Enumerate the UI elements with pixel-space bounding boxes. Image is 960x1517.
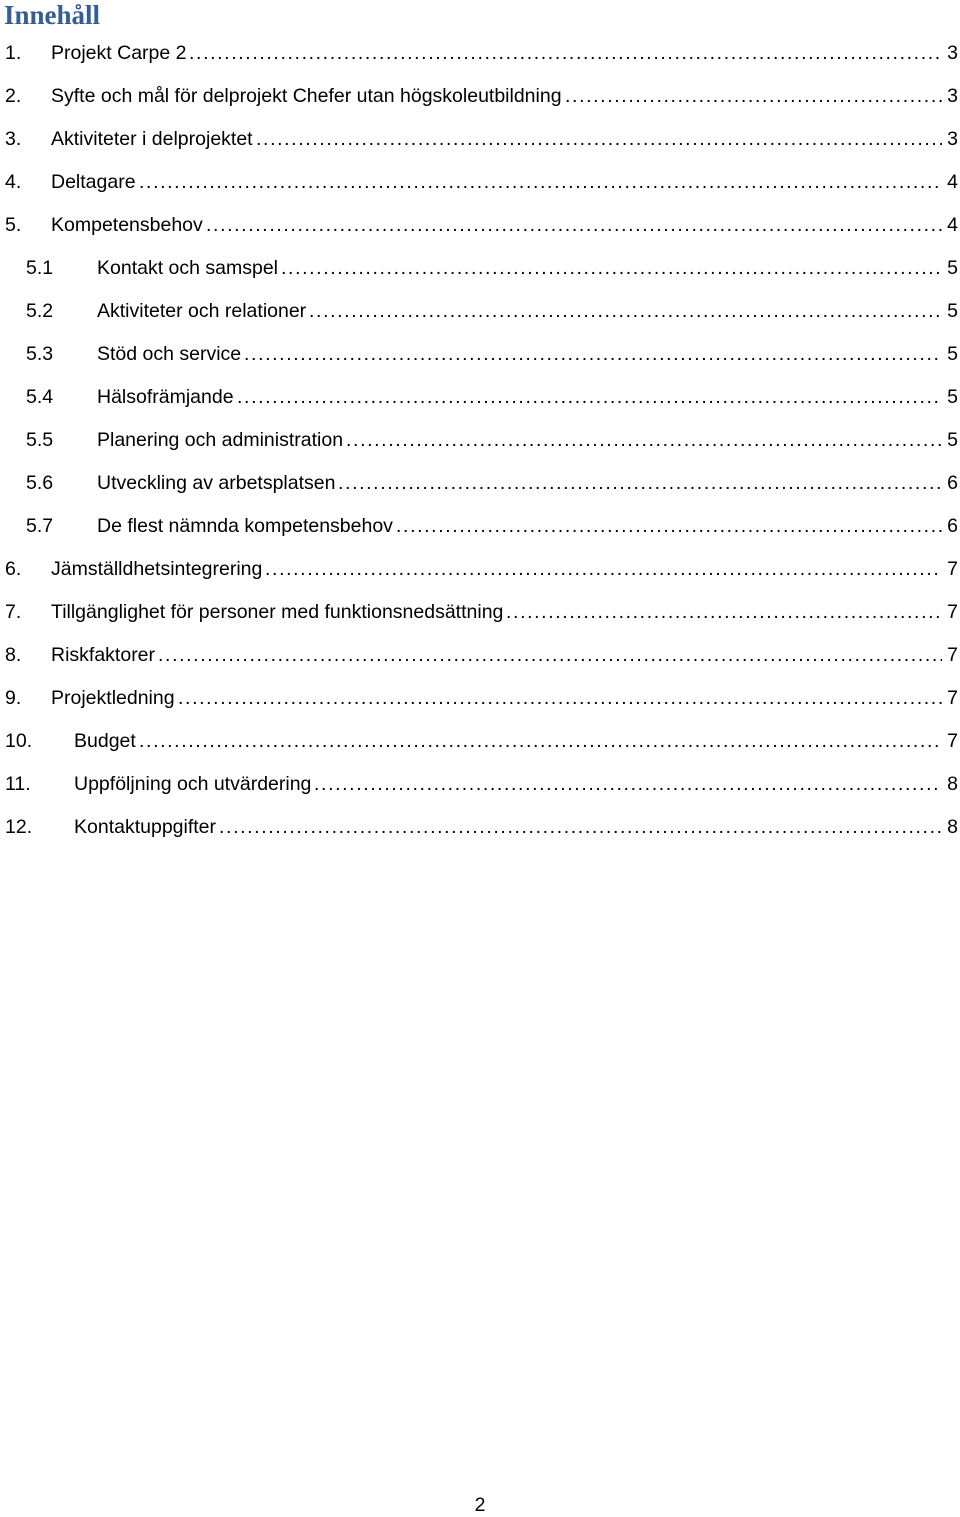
toc-entry-page: 5 [947,256,958,279]
toc-leader-dots [565,84,942,108]
toc-entry-label: Deltagare [51,170,139,194]
toc-entry-number: 11. [5,772,31,795]
toc-entry-page: 3 [947,84,958,107]
toc-entry-5[interactable] [0,203,960,246]
toc-entry-label: Planering och administration [97,428,346,452]
toc-entry-label: Jämställdhetsintegrering [51,557,265,581]
toc-entry-number: 5.4 [26,385,54,408]
toc-entry-number: 8. [5,643,22,666]
toc-entry-page: 7 [947,729,958,752]
toc-entry-label: Kompetensbehov [51,213,206,237]
toc-leader-dots [396,514,942,538]
toc-entry-page: 5 [947,342,958,365]
toc-entry-page: 3 [947,127,958,150]
toc-leader-dots [237,385,942,409]
toc-entry-number: 1. [5,41,22,64]
toc-entry-number: 3. [5,127,22,150]
toc-leader-dots [506,600,942,624]
toc-leader-dots [265,557,942,581]
toc-entry-number: 5.6 [26,471,54,494]
toc-entry-label: Uppföljning och utvärdering [74,772,314,796]
toc-entry-1[interactable] [0,31,960,74]
page-title: Innehåll [4,0,101,30]
toc-entry-label: Projektledning [51,686,178,710]
toc-entry-3[interactable] [0,117,960,160]
toc-leader-dots [281,256,942,280]
toc-entry-label: Budget [74,729,139,753]
toc-leader-dots [158,643,942,667]
toc-leader-dots [206,213,942,237]
toc-leader-dots [346,428,942,452]
toc-entry-number: 5.2 [26,299,54,322]
toc-entry-page: 7 [947,557,958,580]
toc-entry-page: 5 [947,299,958,322]
toc-entry-label: Stöd och service [97,342,244,366]
toc-entry-4[interactable] [0,160,960,203]
toc-entry-number: 6. [5,557,22,580]
toc-entry-label: Utveckling av arbetsplatsen [97,471,338,495]
toc-entry-page: 6 [947,471,958,494]
toc-leader-dots [256,127,942,151]
toc-entry-7[interactable] [0,590,960,633]
toc-entry-label: Projekt Carpe 2 [51,41,189,65]
toc-leader-dots [244,342,942,366]
toc-entry-12[interactable] [0,805,960,848]
toc-entry-5-7[interactable] [0,504,960,547]
toc-entry-number: 5.3 [26,342,54,365]
toc-entry-number: 2. [5,84,22,107]
toc-entry-number: 5.1 [26,256,54,279]
toc-entry-number: 4. [5,170,22,193]
toc-entry-number: 5.7 [26,514,54,537]
toc-entry-number: 7. [5,600,22,623]
toc-entry-label: Kontaktuppgifter [74,815,219,839]
toc-entry-2[interactable] [0,74,960,117]
toc-entry-5-4[interactable] [0,375,960,418]
toc-entry-9[interactable] [0,676,960,719]
toc-leader-dots [189,41,942,65]
toc-entry-10[interactable] [0,719,960,762]
toc-entry-5-6[interactable] [0,461,960,504]
toc-entry-page: 8 [947,772,958,795]
toc-entry-5-5[interactable] [0,418,960,461]
toc-entry-label: Hälsofrämjande [97,385,237,409]
toc-entry-label: Aktiviteter och relationer [97,299,309,323]
toc-entry-label: Riskfaktorer [51,643,158,667]
toc-entry-11[interactable] [0,762,960,805]
toc-leader-dots [139,729,942,753]
toc-entry-number: 9. [5,686,22,709]
toc-entry-page: 3 [947,41,958,64]
toc-entry-label: Tillgänglighet för personer med funktionsnedsättning [51,600,506,624]
toc-entry-5-2[interactable] [0,289,960,332]
toc-entry-number: 5.5 [26,428,54,451]
toc-entry-label: Aktiviteter i delprojektet [51,127,256,151]
toc-entry-page: 8 [947,815,958,838]
toc-entry-page: 5 [947,428,958,451]
toc-entry-label: Syfte och mål för delprojekt Chefer utan högskoleutbildning [51,84,565,108]
toc-entry-page: 7 [947,600,958,623]
toc-entry-number: 12. [5,815,33,838]
toc-entry-5-1[interactable] [0,246,960,289]
toc-entry-6[interactable] [0,547,960,590]
toc-entry-5-3[interactable] [0,332,960,375]
toc-entry-page: 5 [947,385,958,408]
toc-entry-label: De flest nämnda kompetensbehov [97,514,396,538]
toc-entry-number: 10. [5,729,33,752]
toc-entry-page: 7 [947,643,958,666]
toc-leader-dots [338,471,942,495]
toc-leader-dots [309,299,942,323]
toc-entry-label: Kontakt och samspel [97,256,281,280]
toc-leader-dots [178,686,942,710]
toc-leader-dots [139,170,942,194]
toc-entry-number: 5. [5,213,22,236]
toc-entry-page: 4 [947,213,958,236]
toc-entry-page: 4 [947,170,958,193]
toc-leader-dots [314,772,942,796]
toc-entry-page: 6 [947,514,958,537]
table-of-contents [0,31,960,848]
toc-entry-8[interactable] [0,633,960,676]
toc-entry-page: 7 [947,686,958,709]
toc-leader-dots [219,815,942,839]
page-number: 2 [474,1494,486,1516]
